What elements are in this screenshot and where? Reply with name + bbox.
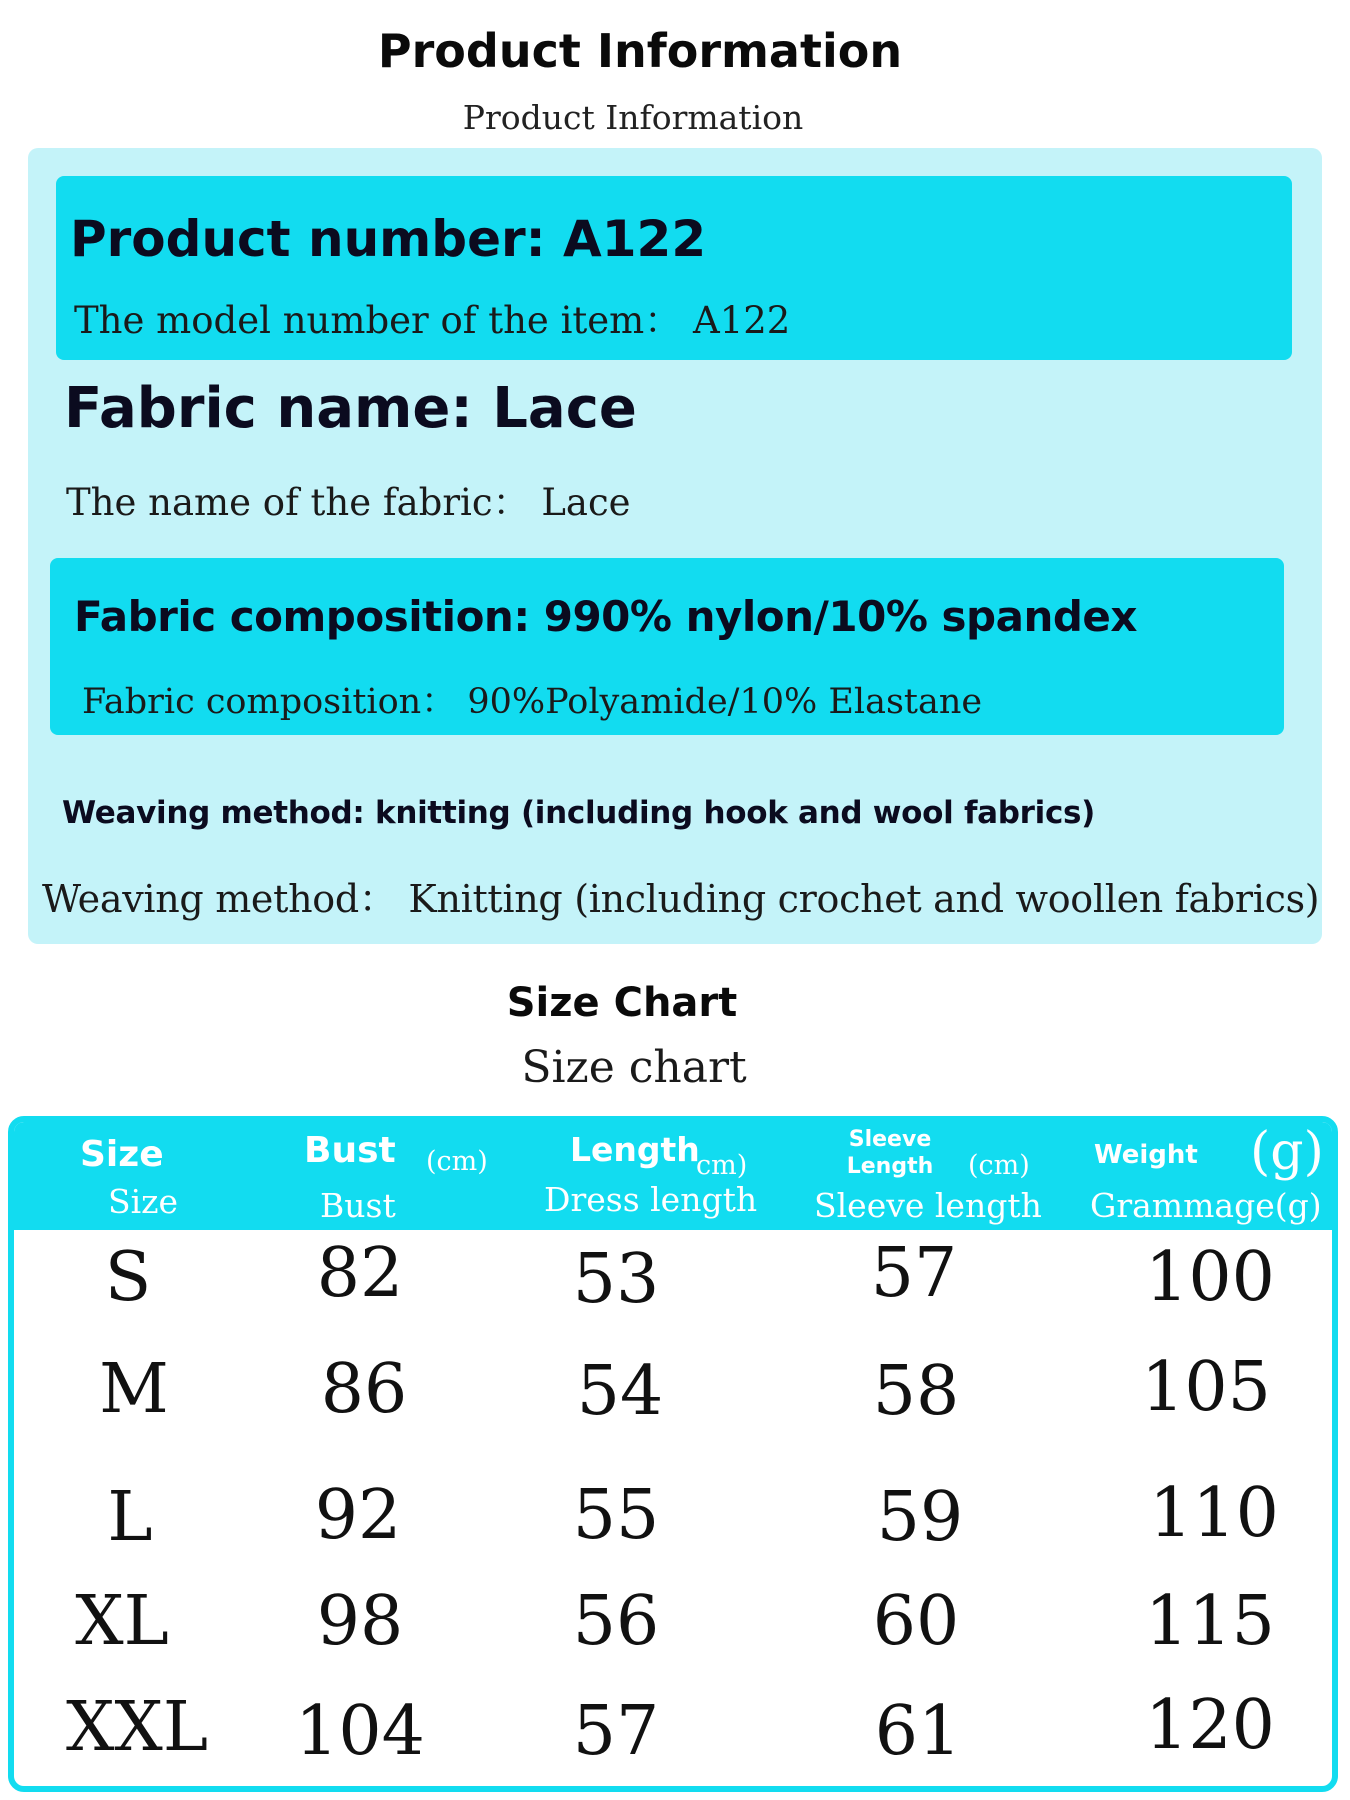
cell-weight-xl: 115	[1145, 1582, 1275, 1661]
column-subheader-size: Size	[108, 1182, 179, 1221]
cell-bust-s: 82	[316, 1234, 404, 1313]
cell-weight-xxl: 120	[1145, 1686, 1275, 1765]
fabric-name-heading: Fabric name: Lace	[64, 376, 637, 441]
size-chart-title: Size Chart	[506, 980, 738, 1026]
column-unit-bust: (cm)	[426, 1146, 488, 1177]
cell-sleeve-s: 57	[870, 1234, 958, 1313]
page-subtitle: Product Information	[462, 98, 804, 137]
column-unit-length: cm)	[696, 1150, 748, 1181]
cell-sleeve-m: 58	[872, 1352, 960, 1431]
column-subheader-length: Dress length	[544, 1180, 758, 1219]
cell-sleeve-xxl: 61	[874, 1692, 962, 1771]
column-subheader-bust: Bust	[320, 1186, 396, 1225]
cell-length-l: 55	[572, 1476, 660, 1555]
cell-size-s: S	[104, 1238, 152, 1317]
cell-sleeve-xl: 60	[872, 1582, 960, 1661]
cell-size-xl: XL	[75, 1582, 169, 1661]
weaving-method-subtext: Weaving method： Knitting (including crochet and woollen fabrics)	[42, 877, 1320, 921]
fabric-name-subtext: The name of the fabric： Lace	[66, 481, 631, 524]
cell-size-xxl: XXL	[66, 1688, 208, 1767]
cell-sleeve-l: 59	[876, 1478, 964, 1557]
size-chart-subtitle: Size chart	[521, 1042, 747, 1093]
fabric-composition-heading: Fabric composition: 990% nylon/10% spandex	[74, 592, 1137, 641]
column-header-sleeve-length: Sleeve Length	[846, 1127, 934, 1179]
cell-length-s: 53	[572, 1240, 660, 1319]
cell-size-l: L	[107, 1478, 153, 1557]
page-title: Product Information	[377, 24, 903, 78]
weaving-method-heading: Weaving method: knitting (including hook and wool fabrics)	[62, 795, 1096, 831]
cell-length-m: 54	[576, 1352, 664, 1431]
cell-weight-m: 105	[1141, 1348, 1271, 1427]
cell-length-xl: 56	[572, 1582, 660, 1661]
cell-size-m: M	[99, 1350, 169, 1429]
cell-length-xxl: 57	[572, 1692, 660, 1771]
cell-weight-s: 100	[1145, 1238, 1275, 1317]
cell-bust-xl: 98	[316, 1582, 404, 1661]
column-subheader-weight: Grammage(g)	[1090, 1186, 1322, 1225]
product-number-heading: Product number: A122	[70, 210, 707, 268]
column-subheader-sleeve-length: Sleeve length	[814, 1186, 1042, 1225]
product-number-subtext: The model number of the item： A122	[74, 299, 791, 342]
cell-bust-xxl: 104	[295, 1692, 425, 1771]
cell-bust-l: 92	[314, 1476, 402, 1555]
fabric-composition-subtext: Fabric composition： 90%Polyamide/10% Elastane	[82, 682, 983, 722]
cell-bust-m: 86	[320, 1350, 408, 1429]
column-unit-weight: (g)	[1250, 1122, 1324, 1182]
size-chart-header	[14, 1122, 1332, 1230]
column-header-size: Size	[80, 1134, 164, 1175]
cell-weight-l: 110	[1149, 1474, 1279, 1553]
column-header-weight: Weight	[1094, 1140, 1198, 1170]
size-chart-table	[8, 1116, 1338, 1792]
column-header-length: Length	[570, 1130, 700, 1169]
column-header-bust: Bust	[304, 1130, 396, 1171]
column-unit-sleeve-length: (cm)	[968, 1150, 1030, 1181]
